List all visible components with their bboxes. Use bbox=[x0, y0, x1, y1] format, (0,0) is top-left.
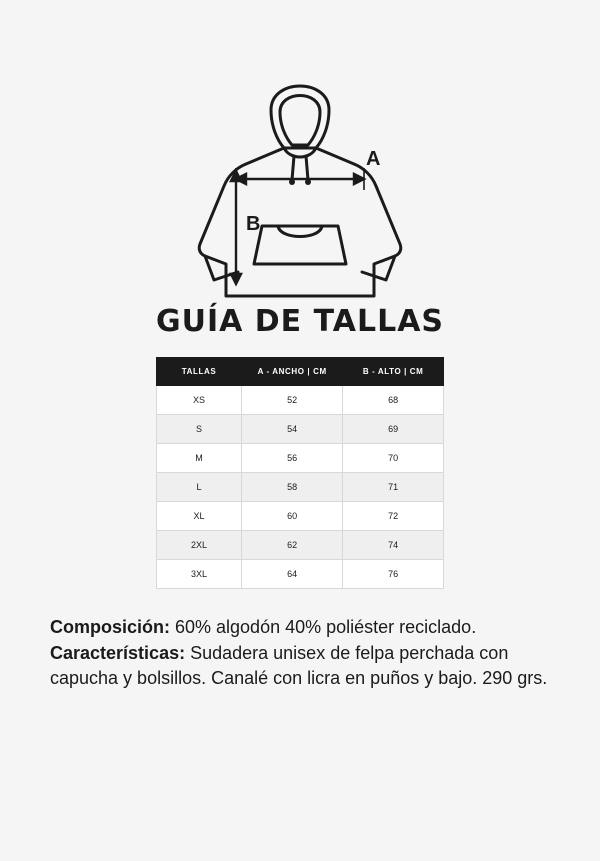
cell-height: 69 bbox=[343, 415, 444, 444]
cell-size: L bbox=[157, 473, 242, 502]
cell-height: 76 bbox=[343, 560, 444, 589]
cell-size: XS bbox=[157, 386, 242, 415]
cell-width: 52 bbox=[241, 386, 342, 415]
column-header-size: TALLAS bbox=[157, 358, 242, 386]
cell-size: 3XL bbox=[157, 560, 242, 589]
cell-width: 58 bbox=[241, 473, 342, 502]
hoodie-measurement-diagram bbox=[170, 48, 430, 298]
table-row bbox=[157, 415, 444, 444]
cell-height: 70 bbox=[343, 444, 444, 473]
composition-line bbox=[50, 615, 550, 639]
features-line bbox=[50, 641, 550, 690]
cell-height: 72 bbox=[343, 502, 444, 531]
table-header-row bbox=[157, 358, 444, 386]
cell-width: 64 bbox=[241, 560, 342, 589]
measurement-label-a: A bbox=[366, 148, 381, 170]
size-table bbox=[156, 357, 444, 589]
cell-size: 2XL bbox=[157, 531, 242, 560]
cell-size: XL bbox=[157, 502, 242, 531]
page-title: GUÍA DE TALLAS bbox=[155, 304, 445, 339]
cell-width: 54 bbox=[241, 415, 342, 444]
cell-height: 74 bbox=[343, 531, 444, 560]
column-header-height: B - ALTO | CM bbox=[343, 358, 444, 386]
cell-width: 60 bbox=[241, 502, 342, 531]
features-text: Sudadera unisex de felpa perchada con capucha y bolsillos. Canalé con licra en puños y bajo. 290 grs. bbox=[50, 643, 548, 688]
table-row bbox=[157, 444, 444, 473]
table-row bbox=[157, 531, 444, 560]
cell-size: M bbox=[157, 444, 242, 473]
cell-height: 71 bbox=[343, 473, 444, 502]
column-header-width: A - ANCHO | CM bbox=[241, 358, 342, 386]
cell-width: 56 bbox=[241, 444, 342, 473]
composition-label: Composición: bbox=[50, 617, 170, 637]
features-label: Características: bbox=[50, 643, 186, 664]
table-row bbox=[157, 502, 444, 531]
table-row bbox=[157, 473, 444, 502]
product-details bbox=[50, 615, 550, 692]
table-row bbox=[157, 386, 444, 415]
measurement-label-b: B bbox=[246, 213, 261, 235]
cell-size: S bbox=[157, 415, 242, 444]
cell-height: 68 bbox=[343, 386, 444, 415]
cell-width: 62 bbox=[241, 531, 342, 560]
table-row bbox=[157, 560, 444, 589]
composition-text: 60% algodón 40% poliéster reciclado. bbox=[170, 617, 477, 637]
